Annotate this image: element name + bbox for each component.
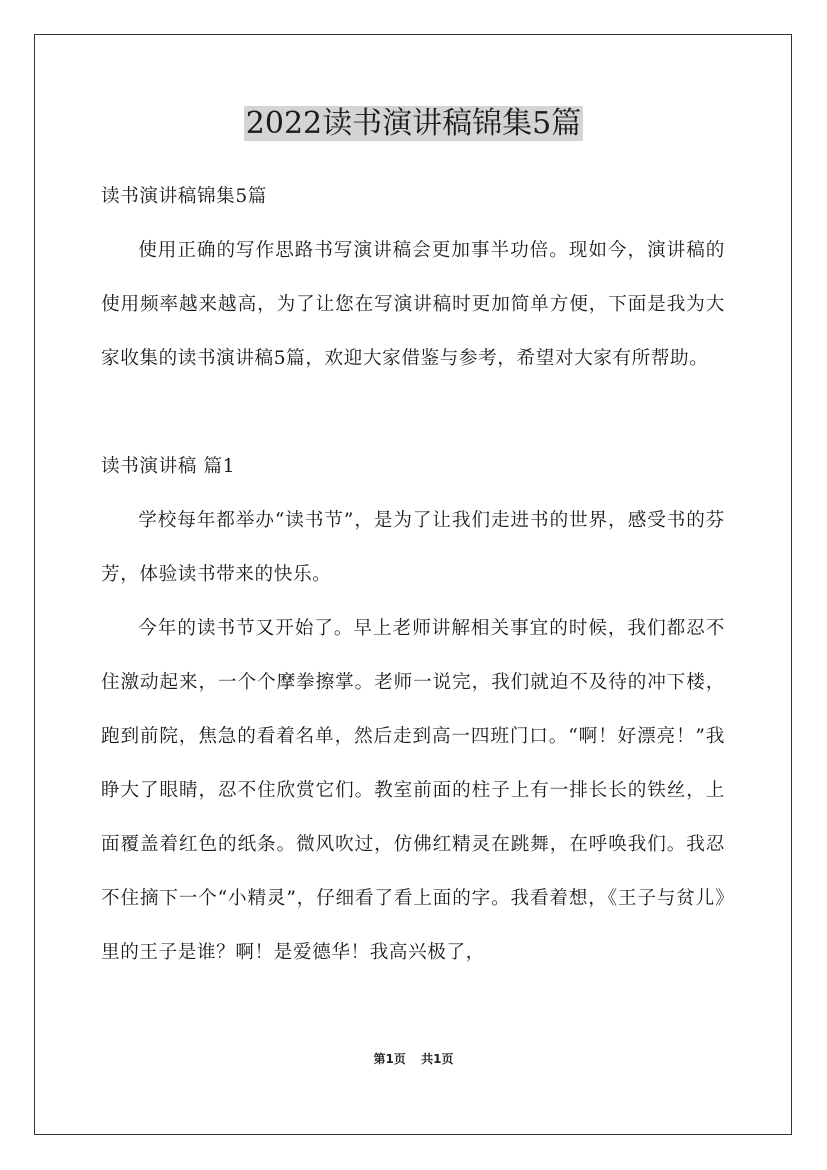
- body-paragraph-1: 学校每年都举办“读书节”，是为了让我们走进书的世界，感受书的芬芳，体验读书带来的快乐。: [101, 510, 725, 585]
- document-subtitle: 读书演讲稿锦集5篇: [101, 186, 267, 207]
- title-text: 2022读书演讲稿锦集5篇: [245, 106, 582, 141]
- body-paragraph-2: 今年的读书节又开始了。早上老师讲解相关事宜的时候，我们都忍不住激动起来，一个个摩拳擦掌。老师一说完，我们就迫不及待的冲下楼，跑到前院，焦急的看着名单，然后走到高一四班门口。“啊！好漂亮！”我睁大了眼睛，忍不住欣赏它们。教室前面的柱子上有一排长长的铁丝，上面覆盖着红色的纸条。微风吹过，仿佛红精灵在跳舞，在呼唤我们。我忍不住摘下一个“小精灵”，仔细看了看上面的字。我看着想，《王子与贫儿》里的王子是谁？啊！是爱德华！我高兴极了，: [101, 618, 725, 963]
- page-number: 第1页: [373, 1052, 406, 1066]
- section-heading: 读书演讲稿 篇1: [101, 456, 236, 477]
- intro-paragraph: 使用正确的写作思路书写演讲稿会更加事半功倍。现如今，演讲稿的使用频率越来越高，为了让您在写演讲稿时更加简单方便，下面是我为大家收集的读书演讲稿5篇，欢迎大家借鉴与参考，希望对大家有所帮助。: [101, 240, 725, 369]
- footer-gap: [410, 1052, 418, 1066]
- page-total: 共1页: [421, 1052, 454, 1066]
- document-title: [0, 104, 827, 144]
- document-body: [101, 170, 725, 980]
- section-spacer: [101, 386, 725, 440]
- page-footer: [0, 1050, 827, 1067]
